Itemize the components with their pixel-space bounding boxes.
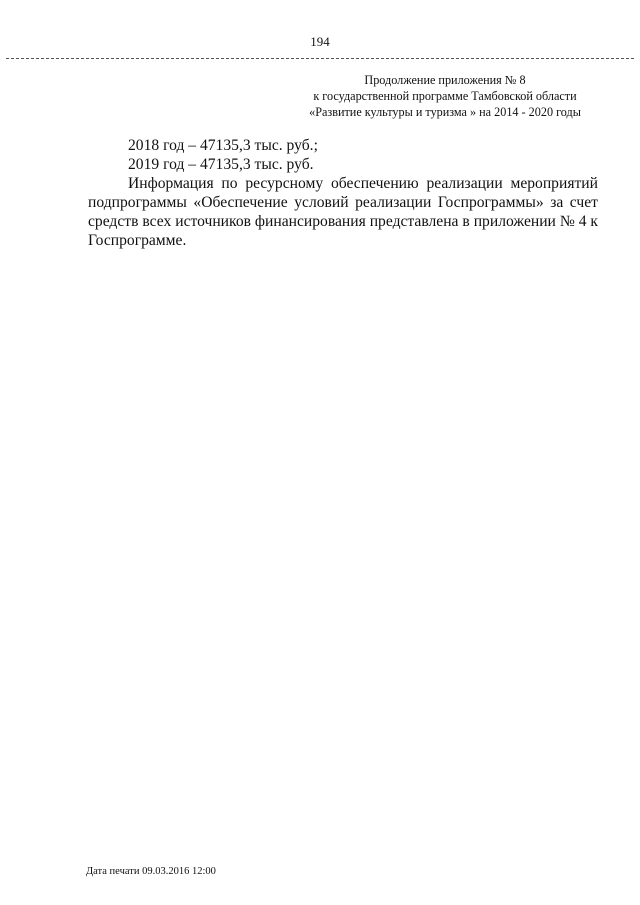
appendix-header — [290, 72, 600, 120]
paragraph-line: средств всех источников финансирования представлена в приложении № 4 к — [88, 213, 598, 230]
print-date-footer: Дата печати 09.03.2016 12:00 — [86, 866, 216, 877]
page-number: 194 — [310, 34, 330, 49]
appendix-line: «Развитие культуры и туризма » на 2014 - 2020 годы — [309, 105, 581, 119]
paragraph-line: подпрограммы «Обеспечение условий реализации Госпрограммы» за счет — [88, 194, 598, 211]
funding-line-2018: 2018 год – 47135,3 тыс. руб.; — [128, 137, 318, 154]
paragraph-line: Госпрограмме. — [88, 232, 187, 249]
funding-line-2019: 2019 год – 47135,3 тыс. руб. — [128, 156, 314, 173]
header-divider — [6, 58, 634, 59]
appendix-line: Продолжение приложения № 8 — [364, 73, 526, 87]
paragraph-line: Информация по ресурсному обеспечению реализации мероприятий — [128, 175, 598, 192]
appendix-line: к государственной программе Тамбовской области — [313, 89, 577, 103]
document-body — [88, 136, 598, 250]
